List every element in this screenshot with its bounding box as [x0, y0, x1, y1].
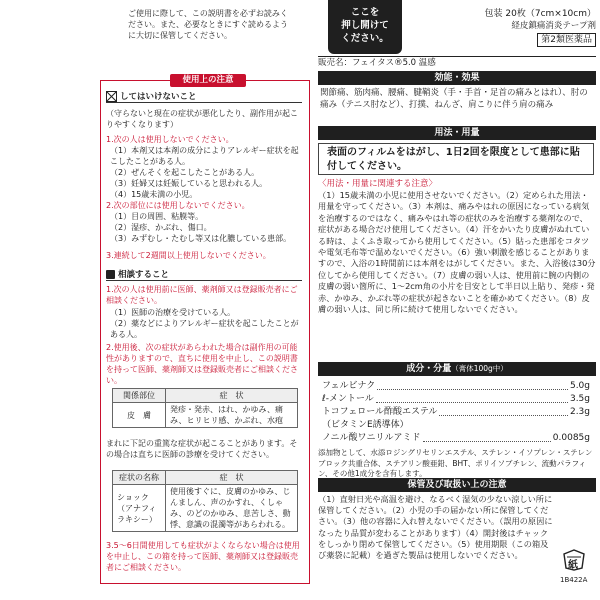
tab-line-2: 押し開けて: [341, 20, 389, 31]
dont-item-2-sub-2: （2）湿疹、かぶれ、傷口。: [110, 223, 212, 232]
dont-item-2-sub-1: （1）目の周囲、粘膜等。: [110, 212, 204, 221]
table2-cell-name: ショック（アナフィラキシー）: [113, 485, 166, 532]
package-info: [424, 8, 596, 47]
ingredient-name: ℓ-メントール: [322, 394, 374, 404]
top-divider: [318, 56, 596, 57]
table2-cell-symptom: 使用後すぐに、皮膚のかゆみ、じんましん、声のかすれ、くしゃみ、のどのかゆみ、息苦しさ、動悸、意識の混濁等があらわれる。: [166, 485, 298, 532]
dont-item-1-sub-3: （3）妊婦又は妊娠していると思われる人。: [110, 179, 268, 188]
prohibit-icon: [106, 91, 117, 102]
dont-item-2: 2.次の部位には使用しないでください。: [106, 201, 250, 210]
precautions-header: [170, 74, 246, 87]
consult-title: [106, 268, 302, 281]
ingredient-amount: 3.5g: [569, 394, 590, 404]
table2-header-name: 症状の名称: [113, 471, 166, 485]
dont-item-1-sub-4: （4）15歳未満の小児。: [110, 190, 198, 199]
storage-text: （1）直射日光や高温を避け、なるべく湿気の少ない涼しい所に保管してください。（2）小児の手の届かない所に保管してください。（3）他の容器に入れ替えないでください。（誤用の原因になったり品質が変わることがあります）（4）開封後はチャックをしっかり閉めて保管してください。（5）使用期限（この箱及び薬袋に記載）を過ぎた製品は使用しないでください。: [318, 494, 553, 561]
table1-cell-symptom: 発疹・発赤、はれ、かゆみ、痛み、ヒリヒリ感、かぶれ、水疱: [166, 403, 298, 428]
table1-cell-part: 皮 膚: [113, 403, 166, 428]
dont-title-label: してはいけないこと: [120, 92, 197, 102]
sales-name: 販売名：フェイタス®5.0 温感: [318, 58, 436, 68]
tab-line-1: ここを: [350, 7, 380, 18]
efficacy-text: 関節痛、筋肉痛、腰痛、腱鞘炎（手・手首・足首の痛みとはれ）、肘の痛み（テニス肘など）、打撲、ねんざ、肩こりに伴う肩の痛み: [320, 88, 588, 110]
ingredients-list: [322, 380, 590, 445]
table1-header-symptom: 症 状: [166, 389, 298, 403]
dosage-text: 表面のフィルムをはがし、1日2回を限度として患部に貼付してください。: [327, 147, 580, 172]
consult-title-label: 相談すること: [118, 270, 170, 280]
ingredient-name: トコフェロール酢酸エステル: [322, 407, 438, 417]
dosage-box: [318, 143, 594, 175]
ingredient-row: [322, 432, 590, 445]
storage-header: 保管及び取扱い上の注意: [318, 478, 596, 492]
consult-item-1: 1.次の人は使用前に医師、薬剤師又は登録販売者にご相談ください。: [106, 285, 298, 305]
rare-note: まれに下記の重篤な症状が起こることがあります。その場合は直ちに医師の診療を受けてください。: [106, 439, 298, 459]
serious-effect-table: [112, 470, 298, 532]
ingredients-header-note: （膏体100g中）: [451, 364, 508, 373]
ingredient-amount: 0.0085g: [552, 433, 590, 443]
ingredient-amount: 2.3g: [569, 407, 590, 417]
ingredient-row: [322, 419, 590, 432]
table2-header-symptom: 症 状: [166, 471, 298, 485]
dont-item-3: 3.連続して2週間以上使用しないでください。: [106, 251, 271, 260]
package-size: 包装 20枚（7cm×10cm）: [484, 9, 596, 19]
ingredient-row: [322, 393, 590, 406]
category-badge: 第2類医薬品: [537, 33, 596, 47]
tab-line-3: ください。: [341, 33, 389, 44]
product-type: 経皮鎮痛消炎テープ剤: [511, 21, 596, 31]
ingredient-name: ノニル酸ワニリルアミド: [322, 433, 421, 443]
press-open-tab[interactable]: [328, 0, 402, 54]
dont-item-1-sub-2: （2）ぜんそくを起こしたことがある人。: [110, 168, 260, 177]
lot-code: 1B422A: [560, 576, 588, 584]
dont-item-1-list: [110, 145, 302, 200]
dont-item-1-sub-1: （1）本剤又は本剤の成分によりアレルギー症状を起こしたことがある人。: [110, 146, 299, 166]
dosage-note-header: 〈用法・用量に関連する注意〉: [318, 179, 438, 189]
consult-item-3: 3.5〜6日間使用しても症状がよくならない場合は使用を中止し、この箱を持って医師、薬剤師又は登録販売者にご相談ください。: [106, 541, 300, 572]
table1-header-part: 関係部位: [113, 389, 166, 403]
ingredient-amount: 5.0g: [569, 381, 590, 391]
dont-item-2-list: [110, 211, 302, 244]
consult-icon: [106, 270, 115, 279]
ingredient-row: [322, 380, 590, 393]
dont-title: [106, 90, 302, 103]
recycle-paper-icon: [560, 548, 588, 572]
consult-item-1-sub-2: （2）薬などによりアレルギー症状を起こしたことがある人。: [110, 319, 299, 339]
ingredients-header: [318, 362, 596, 376]
side-effect-table: [112, 388, 298, 428]
ingredient-name: フェルビナク: [322, 381, 376, 391]
dont-item-2-sub-3: （3）みずむし・たむし等又は化膿している患部。: [110, 234, 292, 243]
consult-item-1-sub-1: （1）医師の治療を受けている人。: [110, 308, 236, 317]
top-note: ご使用に際して、この説明書を必ずお読みください。また、必要なときにすぐ読めるように大切に保管してください。: [128, 9, 288, 40]
dont-item-1: 1.次の人は使用しないでください。: [106, 135, 234, 144]
efficacy-header: 効能・効果: [318, 71, 596, 85]
additives-text: 添加物として、水添ロジングリセリンエステル、ステレン・イソプレン・ステレンブロック共重合体、ステアリン酸亜鉛、BHT、ポリイソブチレン、流動パラフィン、その他1成分を含有します。: [318, 448, 593, 478]
dont-note: （守らないと現在の症状が悪化したり、副作用が起こりやすくなります）: [106, 109, 298, 129]
ingredients-header-label: 成分・分量: [406, 364, 452, 374]
dosage-note-text: （1）15歳未満の小児に使用させないでください。（2）定められた用法・用量を守ってください。（3）本剤は、痛みやはれの原因になっている病気を治療するのではなく、痛みやはれ等の症状のみを治療する薬剤なので、症状がある場合だけ使用してください。（4）汗をかいたり皮膚がぬれている時は、よくふき取ってから使用してください。（5）貼った患部をコタツや電気毛布等で温めないでください。（6）強い刺激を感じることがありますので、入浴の1時間前には本剤をはがしてください。また、入浴後は30分位してから使用してください。（7）皮膚の弱い人は、使用前に腕の内側の皮膚の弱い箇所に、1〜2cm角の小片を目安として半日以上貼り、発疹・発赤、かゆみ、かぶれ等の症状が起きないことを確かめてください。（8）皮膚の弱い人は、同じ所に続けて使用しないでください。: [318, 190, 596, 315]
paper-mark-label: 紙: [568, 560, 578, 571]
consult-item-2: 2.使用後、次の症状があらわれた場合は副作用の可能性がありますので、直ちに使用を中止し、この説明書を持って医師、薬剤師又は登録販売者にご相談ください。: [106, 343, 298, 385]
ingredient-name: （ビタミンE誘導体）: [322, 420, 409, 430]
consult-item-1-list: [110, 307, 302, 340]
precautions-header-label: 使用上の注意: [182, 75, 234, 85]
ingredient-row: [322, 406, 590, 419]
dosage-header: 用法・用量: [318, 126, 596, 140]
